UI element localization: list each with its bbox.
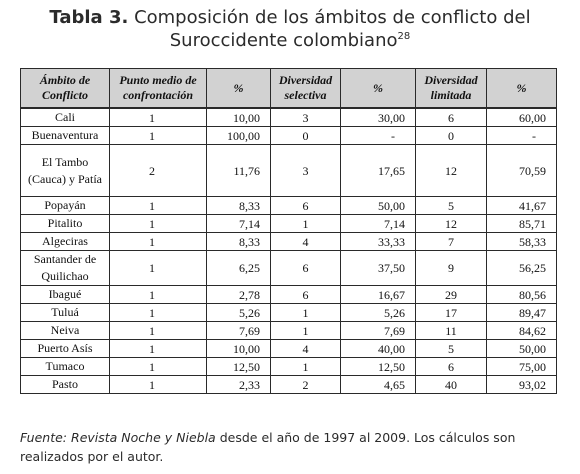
cell-punto-medio: 1 bbox=[110, 233, 207, 251]
cell-ambito: Algeciras bbox=[21, 233, 110, 251]
cell-punto-medio: 1 bbox=[110, 358, 207, 376]
title-text-line-2: Suroccidente colombiano bbox=[169, 30, 398, 51]
cell-punto-medio: 1 bbox=[110, 376, 207, 394]
table-row bbox=[21, 108, 557, 127]
cell-percent: 16,67 bbox=[341, 286, 416, 304]
cell-percent: 8,33 bbox=[207, 197, 271, 215]
cell-ambito: El Tambo (Cauca) y Patía bbox=[21, 145, 110, 197]
header-punto-medio: Punto medio de confrontación bbox=[110, 69, 207, 109]
cell-ambito: Puerto Asís bbox=[21, 340, 110, 358]
header-percent-2: % bbox=[341, 69, 416, 109]
table-row bbox=[21, 322, 557, 340]
header-ambito: Ámbito de Conflicto bbox=[21, 69, 110, 109]
cell-percent: 40,00 bbox=[341, 340, 416, 358]
table-row bbox=[21, 215, 557, 233]
cell-ambito: Cali bbox=[21, 108, 110, 127]
cell-percent: 8,33 bbox=[207, 233, 271, 251]
table-header-row bbox=[21, 69, 557, 109]
cell-diversidad-limitada: 11 bbox=[416, 322, 487, 340]
cell-percent: 70,59 bbox=[487, 145, 557, 197]
cell-diversidad-limitada: 7 bbox=[416, 233, 487, 251]
cell-ambito: Santander de Quilichao bbox=[21, 251, 110, 286]
cell-percent: 2,78 bbox=[207, 286, 271, 304]
cell-diversidad-selectiva: 4 bbox=[271, 233, 341, 251]
cell-diversidad-limitada: 0 bbox=[416, 127, 487, 145]
cell-diversidad-selectiva: 1 bbox=[271, 215, 341, 233]
table-row bbox=[21, 340, 557, 358]
cell-punto-medio: 1 bbox=[110, 286, 207, 304]
table-row bbox=[21, 233, 557, 251]
source-note bbox=[20, 428, 565, 466]
cell-percent: 80,56 bbox=[487, 286, 557, 304]
cell-ambito: Tuluá bbox=[21, 304, 110, 322]
cell-diversidad-limitada: 6 bbox=[416, 108, 487, 127]
cell-diversidad-limitada: 9 bbox=[416, 251, 487, 286]
cell-diversidad-selectiva: 4 bbox=[271, 340, 341, 358]
table-row bbox=[21, 304, 557, 322]
table-row bbox=[21, 145, 557, 197]
header-diversidad-selectiva: Diversidad selectiva bbox=[271, 69, 341, 109]
cell-punto-medio: 1 bbox=[110, 127, 207, 145]
cell-percent: 7,69 bbox=[341, 322, 416, 340]
cell-diversidad-limitada: 6 bbox=[416, 358, 487, 376]
cell-diversidad-selectiva: 2 bbox=[271, 376, 341, 394]
cell-diversidad-selectiva: 0 bbox=[271, 127, 341, 145]
cell-diversidad-limitada: 12 bbox=[416, 215, 487, 233]
cell-percent: 58,33 bbox=[487, 233, 557, 251]
cell-percent: 93,02 bbox=[487, 376, 557, 394]
cell-ambito: Ibagué bbox=[21, 286, 110, 304]
table-row bbox=[21, 286, 557, 304]
cell-diversidad-selectiva: 1 bbox=[271, 322, 341, 340]
footnote-reference: 28 bbox=[397, 31, 411, 42]
cell-diversidad-limitada: 5 bbox=[416, 340, 487, 358]
cell-percent: 11,76 bbox=[207, 145, 271, 197]
cell-percent: 37,50 bbox=[341, 251, 416, 286]
cell-percent: 2,33 bbox=[207, 376, 271, 394]
cell-percent: 7,14 bbox=[341, 215, 416, 233]
cell-ambito: Popayán bbox=[21, 197, 110, 215]
table-row bbox=[21, 358, 557, 376]
cell-percent: 10,00 bbox=[207, 340, 271, 358]
cell-ambito: Neiva bbox=[21, 322, 110, 340]
cell-percent: 10,00 bbox=[207, 108, 271, 127]
cell-percent: 30,00 bbox=[341, 108, 416, 127]
cell-percent: 33,33 bbox=[341, 233, 416, 251]
cell-percent: 7,69 bbox=[207, 322, 271, 340]
cell-percent: 50,00 bbox=[487, 340, 557, 358]
table-row bbox=[21, 197, 557, 215]
cell-punto-medio: 1 bbox=[110, 197, 207, 215]
cell-diversidad-selectiva: 3 bbox=[271, 145, 341, 197]
cell-percent: 60,00 bbox=[487, 108, 557, 127]
cell-ambito: Tumaco bbox=[21, 358, 110, 376]
cell-diversidad-limitada: 12 bbox=[416, 145, 487, 197]
cell-percent: - bbox=[341, 127, 416, 145]
cell-diversidad-limitada: 40 bbox=[416, 376, 487, 394]
cell-percent: 5,26 bbox=[207, 304, 271, 322]
cell-punto-medio: 1 bbox=[110, 340, 207, 358]
cell-diversidad-limitada: 5 bbox=[416, 197, 487, 215]
cell-ambito: Buenaventura bbox=[21, 127, 110, 145]
title-text-line-1: Composición de los ámbitos de conflicto del bbox=[134, 7, 531, 28]
cell-percent: 6,25 bbox=[207, 251, 271, 286]
table-row bbox=[21, 127, 557, 145]
cell-punto-medio: 1 bbox=[110, 304, 207, 322]
cell-percent: 84,62 bbox=[487, 322, 557, 340]
title-line-2 bbox=[0, 29, 580, 52]
cell-diversidad-selectiva: 3 bbox=[271, 108, 341, 127]
cell-percent: 17,65 bbox=[341, 145, 416, 197]
cell-diversidad-limitada: 29 bbox=[416, 286, 487, 304]
cell-percent: 12,50 bbox=[207, 358, 271, 376]
cell-percent: 4,65 bbox=[341, 376, 416, 394]
cell-percent: 89,47 bbox=[487, 304, 557, 322]
source-publication: Revista Noche y Niebla bbox=[71, 430, 216, 445]
cell-percent: 12,50 bbox=[341, 358, 416, 376]
cell-percent: 100,00 bbox=[207, 127, 271, 145]
cell-punto-medio: 1 bbox=[110, 322, 207, 340]
cell-diversidad-selectiva: 1 bbox=[271, 304, 341, 322]
source-label: Fuente: bbox=[20, 430, 68, 445]
cell-punto-medio: 1 bbox=[110, 215, 207, 233]
source-text: desde el año de 1997 al 2009. Los cálculos son realizados por el autor. bbox=[20, 430, 516, 464]
table-title bbox=[0, 6, 580, 52]
header-percent-1: % bbox=[207, 69, 271, 109]
header-percent-3: % bbox=[487, 69, 557, 109]
header-diversidad-limitada: Diversidad limitada bbox=[416, 69, 487, 109]
table-row bbox=[21, 376, 557, 394]
cell-percent: 56,25 bbox=[487, 251, 557, 286]
cell-punto-medio: 1 bbox=[110, 251, 207, 286]
table-number: Tabla 3. bbox=[49, 7, 129, 28]
cell-diversidad-selectiva: 6 bbox=[271, 286, 341, 304]
cell-percent: 50,00 bbox=[341, 197, 416, 215]
cell-percent: 85,71 bbox=[487, 215, 557, 233]
cell-percent: - bbox=[487, 127, 557, 145]
cell-diversidad-selectiva: 6 bbox=[271, 197, 341, 215]
conflict-table bbox=[20, 68, 557, 394]
title-line-1 bbox=[0, 6, 580, 29]
cell-percent: 7,14 bbox=[207, 215, 271, 233]
cell-diversidad-selectiva: 6 bbox=[271, 251, 341, 286]
cell-ambito: Pasto bbox=[21, 376, 110, 394]
cell-ambito: Pitalito bbox=[21, 215, 110, 233]
cell-punto-medio: 1 bbox=[110, 108, 207, 127]
cell-punto-medio: 2 bbox=[110, 145, 207, 197]
cell-percent: 41,67 bbox=[487, 197, 557, 215]
cell-diversidad-selectiva: 1 bbox=[271, 358, 341, 376]
table-row bbox=[21, 251, 557, 286]
cell-percent: 75,00 bbox=[487, 358, 557, 376]
cell-diversidad-limitada: 17 bbox=[416, 304, 487, 322]
cell-percent: 5,26 bbox=[341, 304, 416, 322]
